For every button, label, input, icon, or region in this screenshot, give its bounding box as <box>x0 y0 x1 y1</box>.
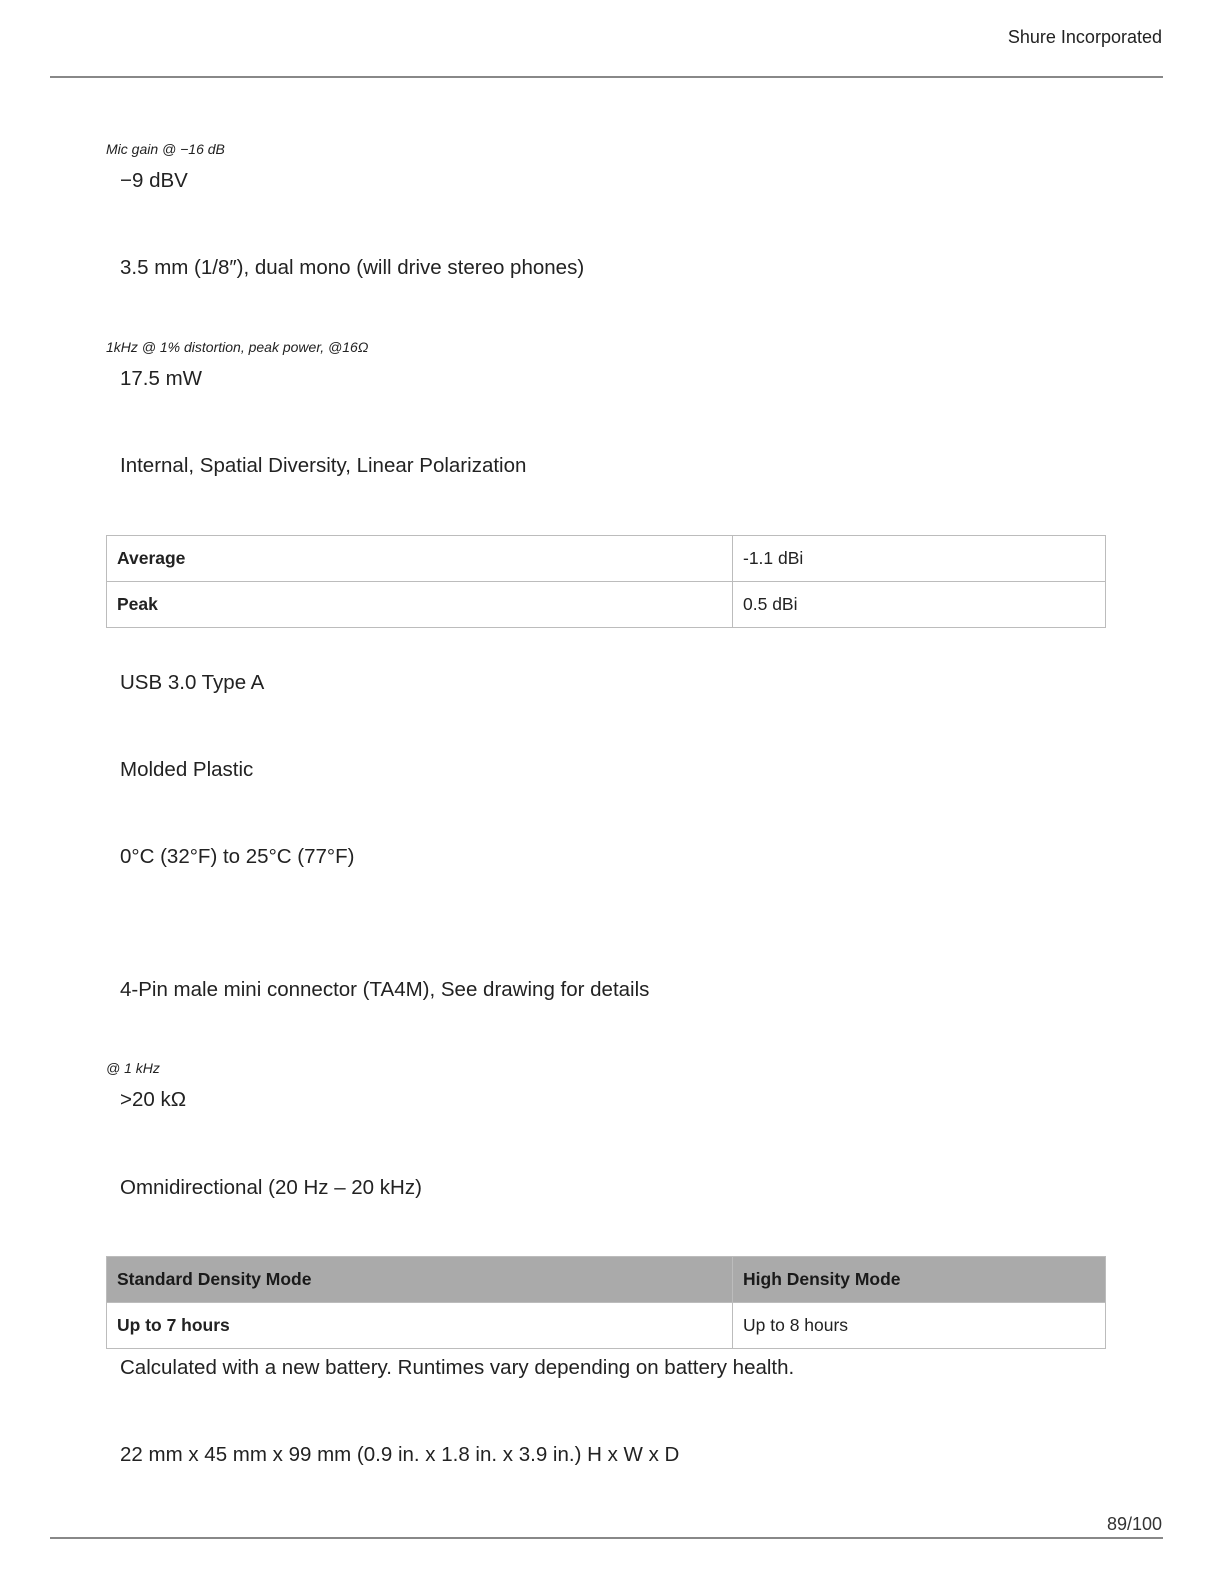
antenna-gain-label: Peak <box>107 582 733 628</box>
antenna-gain-table <box>106 535 1106 628</box>
runtime-standard-value: Up to 7 hours <box>107 1303 733 1349</box>
polar-pattern-value: Omnidirectional (20 Hz – 20 kHz) <box>120 1176 422 1199</box>
housing-value: Molded Plastic <box>120 758 254 781</box>
antenna-gain-label: Average <box>107 536 733 582</box>
antenna-type-value: Internal, Spatial Diversity, Linear Polarization <box>120 454 527 477</box>
antenna-gain-value: 0.5 dBi <box>733 582 1106 628</box>
dimensions-value: 22 mm x 45 mm x 99 mm (0.9 in. x 1.8 in. x 3.9 in.) H x W x D <box>120 1443 680 1466</box>
charging-temp-value: 0°C (32°F) to 25°C (77°F) <box>120 845 355 868</box>
runtime-header-high: High Density Mode <box>733 1257 1106 1303</box>
table-row <box>107 582 1106 628</box>
mic-gain-note: Mic gain @ −16 dB <box>106 141 225 157</box>
impedance-value: >20 kΩ <box>120 1088 187 1111</box>
runtime-note: Calculated with a new battery. Runtimes vary depending on battery health. <box>120 1356 795 1379</box>
runtime-high-value: Up to 8 hours <box>733 1303 1106 1349</box>
power-value: 17.5 mW <box>120 367 203 390</box>
table-row <box>107 536 1106 582</box>
table-row <box>107 1303 1106 1349</box>
header-divider <box>50 76 1163 78</box>
power-note: 1kHz @ 1% distortion, peak power, @16Ω <box>106 339 369 355</box>
mic-gain-value: −9 dBV <box>120 169 188 192</box>
footer-divider <box>50 1537 1163 1539</box>
header-company: Shure Incorporated <box>1007 27 1162 47</box>
impedance-note: @ 1 kHz <box>106 1060 160 1076</box>
headphone-output-value: 3.5 mm (1/8″), dual mono (will drive stereo phones) <box>120 256 585 279</box>
antenna-gain-value: -1.1 dBi <box>733 536 1106 582</box>
input-connector-value: 4-Pin male mini connector (TA4M), See drawing for details <box>120 978 650 1001</box>
table-header-row <box>107 1257 1106 1303</box>
runtime-header-standard: Standard Density Mode <box>107 1257 733 1303</box>
runtime-table <box>106 1256 1106 1349</box>
page-number: 89/100 <box>1106 1514 1162 1534</box>
usb-value: USB 3.0 Type A <box>120 671 265 694</box>
